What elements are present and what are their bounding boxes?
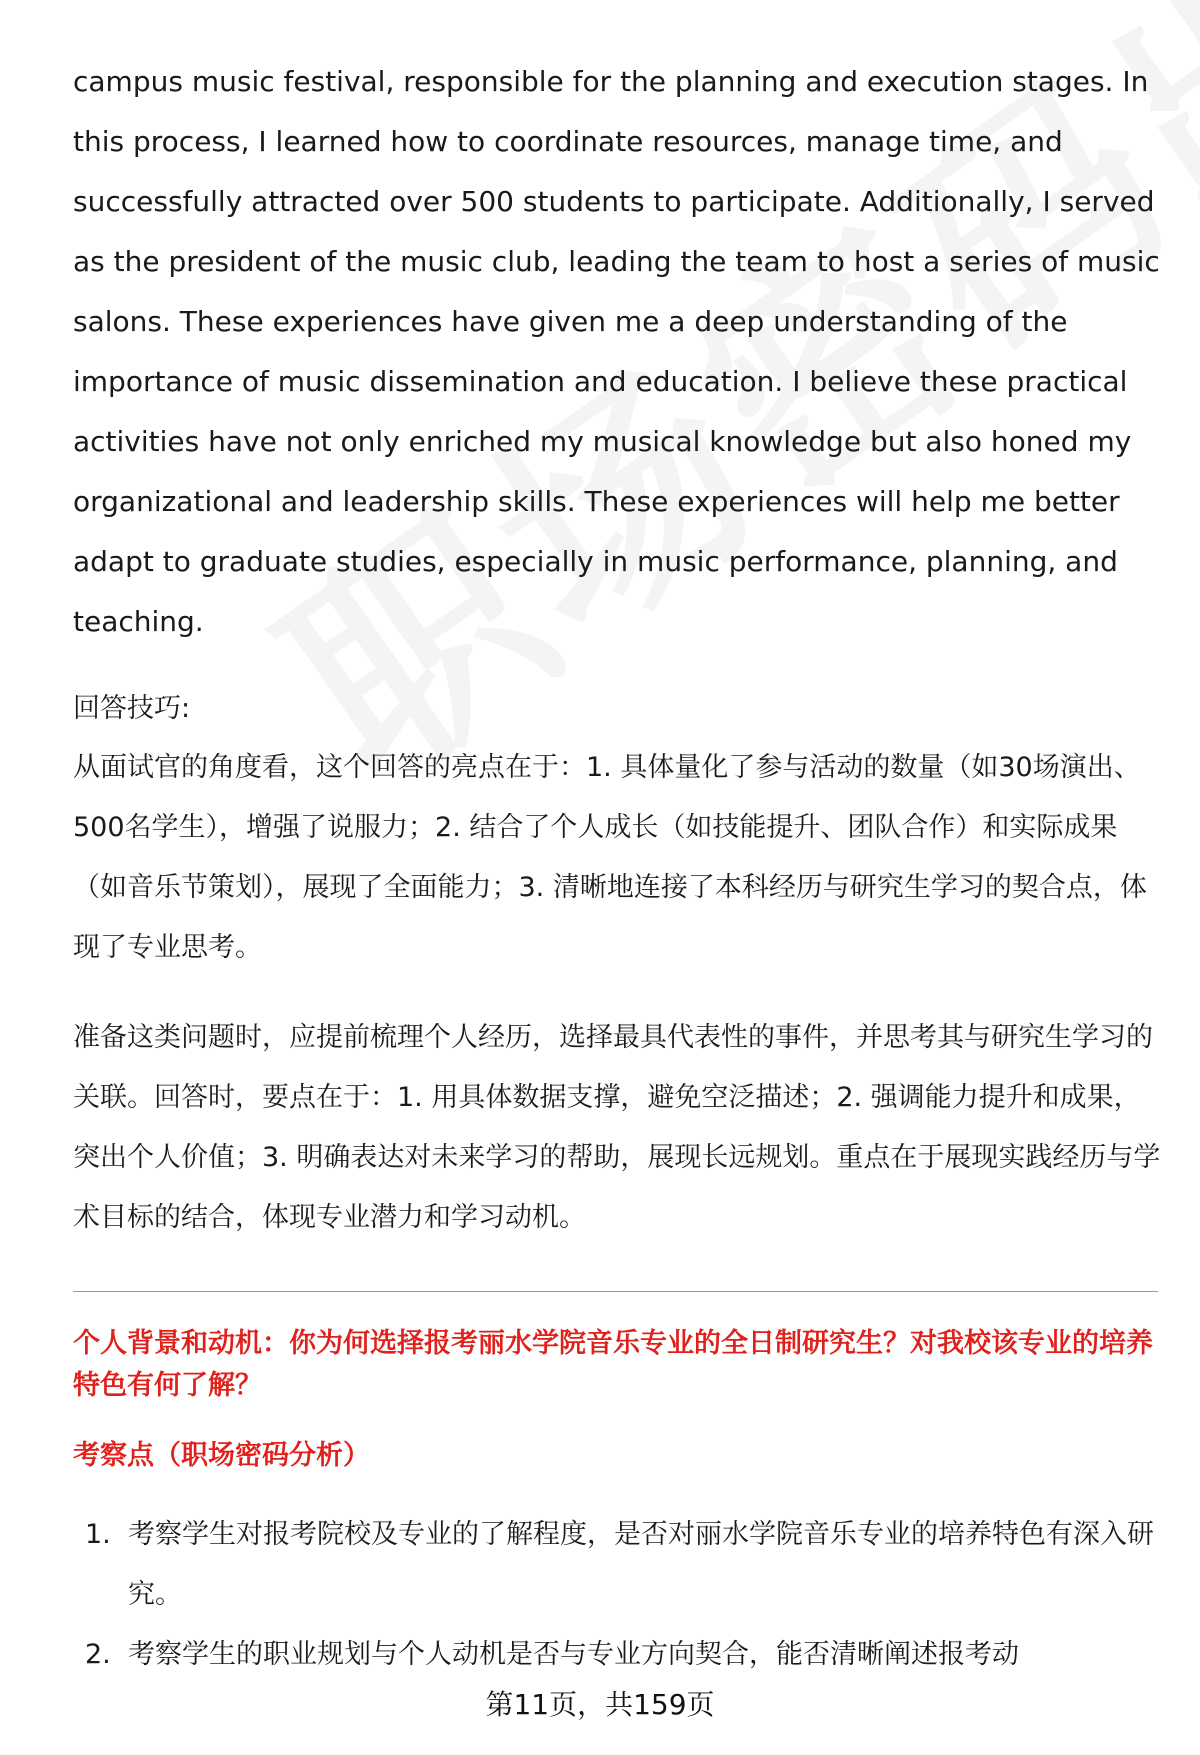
list-item-text: 考察学生的职业规划与个人动机是否与专业方向契合，能否清晰阐述报考动 (128, 1639, 1019, 1670)
list-item-number: 2. (85, 1639, 111, 1670)
assessment-points-list (73, 1505, 1163, 1685)
list-item-number: 1. (85, 1519, 111, 1550)
list-item (73, 1625, 1163, 1685)
list-item-text: 考察学生对报考院校及专业的了解程度，是否对丽水学院音乐专业的培养特色有深入研究。 (128, 1519, 1154, 1610)
english-answer-paragraph: campus music festival, responsible for the planning and execution stages. In this process, I learned how to coordinate resources, manage time, and successfully attracted over 500 students to participate. Additionally, I served as the president of the music club, leading the team to host a series of music salons. These experiences have given me a deep understanding of the importance of music dissemination and education. I believe these practical activities have not only enriched my musical knowledge but also honed my organizational and leadership skills. These experiences will help me better adapt to graduate studies, especially in music performance, planning, and teaching. (73, 65, 1160, 638)
tips-label: 回答技巧: (73, 693, 191, 724)
question-heading: 个人背景和动机：你为何选择报考丽水学院音乐专业的全日制研究生？对我校该专业的培养特色有何了解？ (73, 1328, 1153, 1401)
assessment-heading: 考察点（职场密码分析） (73, 1440, 370, 1471)
section-divider (73, 1291, 1158, 1292)
tips-paragraph: 从面试官的角度看，这个回答的亮点在于：1. 具体量化了参与活动的数量（如30场演出、500名学生），增强了说服力；2. 结合了个人成长（如技能提升、团队合作）和实际成果（如音乐节策划），展现了全面能力；3. 清晰地连接了本科经历与研究生学习的契合点，体现了专业思考。 (73, 752, 1147, 963)
page-footer: 第11页，共159页 (485, 1688, 715, 1721)
list-item (73, 1505, 1163, 1625)
tips-paragraph: 准备这类问题时，应提前梳理个人经历，选择最具代表性的事件，并思考其与研究生学习的关联。回答时，要点在于：1. 用具体数据支撑，避免空泛描述；2. 强调能力提升和成果，突出个人价值；3. 明确表达对未来学习的帮助，展现长远规划。重点在于展现实践经历与学术目标的结合，体现专业潜力和学习动机。 (73, 1022, 1161, 1233)
